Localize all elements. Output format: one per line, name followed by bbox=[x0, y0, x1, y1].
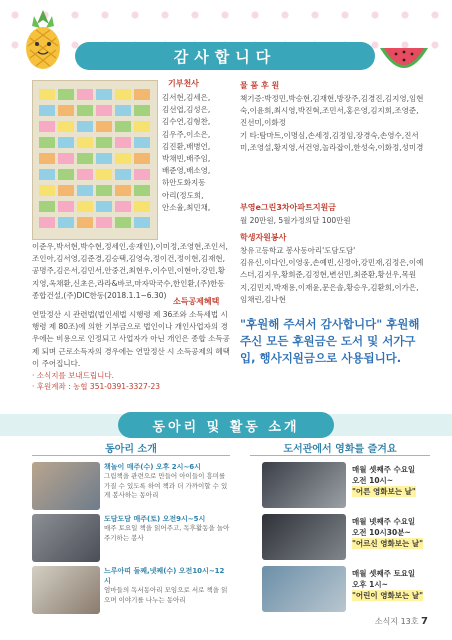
movies-divider bbox=[250, 455, 430, 456]
clubs-heading: 동아리 소개 bbox=[105, 444, 157, 455]
page-number: 7 bbox=[421, 616, 428, 627]
donor-line: 박채빈,배주임, bbox=[162, 154, 211, 164]
newsletter-notice: · 소식지를 보내드립니다. bbox=[32, 371, 114, 380]
movie-schedule: 매월 넷째주 수요일 bbox=[352, 517, 416, 526]
page-title: 감사합니다 bbox=[75, 42, 375, 70]
club-section-title: 동아리 및 활동 소개 bbox=[118, 412, 334, 438]
club-name: 느루아띠 둘째,넷째(수) 오전10시~12시 bbox=[104, 567, 225, 585]
donor-line: 아리(정도희, bbox=[162, 190, 204, 200]
club-desc: 엄마들의 독서동아리 모임으로 서로 책을 읽으며 이야기를 나누는 동아리 bbox=[104, 586, 228, 604]
donor-line: 김서현,김세은, bbox=[162, 93, 211, 102]
donor-line: 김진환,배병언, bbox=[162, 141, 211, 151]
movie-schedule: 매월 셋째주 수요일 bbox=[352, 465, 416, 474]
club-photo bbox=[32, 566, 100, 614]
club-info bbox=[104, 514, 230, 543]
club-photo bbox=[32, 514, 100, 562]
movie-schedule: 매월 셋째주 토요일 bbox=[352, 569, 416, 578]
donors-heading: 기부천사 bbox=[168, 79, 199, 88]
club-name: 도담도담 매주(토) 오전9시~5시 bbox=[104, 515, 206, 523]
donor-line: 김수연,김형찬, bbox=[162, 117, 211, 127]
movie-title: "어린이 영화보는 날" bbox=[352, 591, 423, 600]
notice-block bbox=[32, 370, 230, 392]
movie-info bbox=[352, 516, 432, 549]
donor-line: 김선엽,김성은, bbox=[162, 105, 211, 115]
club-name: 책놀이 매주(수) 오후 2시~6시 bbox=[104, 463, 201, 471]
movie-item bbox=[262, 566, 432, 612]
header-banner bbox=[0, 0, 452, 80]
pineapple-icon bbox=[18, 6, 68, 72]
goods-heading: 물 품 후 원 bbox=[240, 81, 280, 90]
club-item bbox=[32, 514, 230, 562]
movie-title: "어르신 영화보는 날" bbox=[352, 539, 423, 548]
volunteer-section bbox=[240, 232, 425, 306]
movie-item bbox=[262, 462, 432, 508]
tax-heading: 소득공제혜택 bbox=[173, 297, 220, 306]
club-info bbox=[104, 462, 230, 501]
thank-you-quote: "후원해 주셔서 감사합니다" 후원해 주신 모든 후원금은 도서 및 서가구입, 행사지원금으로 사용됩니다. bbox=[240, 317, 420, 365]
apartment-heading: 부영e그린3차아파트지원금 bbox=[240, 203, 336, 212]
volunteer-heading: 학생자원봉사 bbox=[240, 233, 287, 242]
movie-photo bbox=[262, 462, 346, 508]
page-footer bbox=[375, 616, 428, 627]
volunteer-club: 창유고등학교 봉사동아리'도담도담' bbox=[240, 246, 356, 255]
volunteer-names: 김유신,이다인,이영웅,손예빈,신정아,강민재,김정은,이예스더,김지우,황희준,김정현,변선민,최준환,황선우,목원지,김민지,박재용,이재윤,문은솔,황승우,김환희,이가은,임채린,김나현 bbox=[240, 258, 424, 304]
donors-list-narrow bbox=[162, 92, 230, 214]
donors-section bbox=[162, 78, 230, 214]
sticky-notes-illustration bbox=[33, 81, 158, 240]
apartment-section bbox=[240, 202, 425, 227]
donors-list-wide: 이준우,박서현,박수현,정세인,송재인),이미정,조영현,조인서,조인아,김서영,김준경,김승택,김영숙,정이건,정이현,김재현,공명주,김은서,김민서,안중건,최현우,이수민,이현아,강민,황지영,옥채환,신초은,라라&바코,마자막국수,한인환,(주)한동종합건설,(주)DIC한동(2018.1.1~6.30) bbox=[32, 242, 228, 300]
club-info bbox=[104, 566, 230, 605]
account-notice: · 후원계좌 : 농협 351-0391-3327-23 bbox=[32, 382, 161, 391]
clubs-divider bbox=[32, 455, 230, 456]
movie-time: 오후 1시~ bbox=[352, 580, 388, 589]
movie-photo bbox=[262, 566, 346, 612]
movie-time: 오전 10시30분~ bbox=[352, 528, 411, 537]
donor-line: 안소율,최민채, bbox=[162, 202, 211, 212]
movie-info bbox=[352, 464, 432, 497]
club-item bbox=[32, 462, 230, 510]
club-item bbox=[32, 566, 230, 614]
goods-section bbox=[240, 80, 425, 154]
club-desc: 그림책을 관련으로 만들어 아이들이 흥미를 가질 수 있도록 하여 책과 더 가까이할 수 있게 봉사하는 동아리 bbox=[104, 472, 228, 499]
apartment-support: 월 20만원, 5월가정의달 100만원 bbox=[240, 216, 351, 225]
donor-line: 배준영,배소영, bbox=[162, 166, 211, 176]
other-donors: 기 타:탐마트,이명심,손세정,김정임,장경숙,손영수,진서미,조영설,황지영,서건영,놀라잡이,한성숙,이화정,성미경 bbox=[240, 130, 424, 152]
movie-photo bbox=[262, 514, 346, 560]
club-desc: 매주 토요일 책을 읽어주고, 독후활동을 놀아주기하는 봉사 bbox=[104, 524, 230, 542]
donor-line: 하안도화지동 bbox=[162, 178, 206, 188]
movies-heading: 도서관에서 영화를 즐겨요 bbox=[283, 444, 397, 455]
movie-info bbox=[352, 568, 432, 601]
movie-title: "어른 영화보는 날" bbox=[352, 487, 416, 496]
club-section-banner bbox=[0, 406, 452, 436]
donor-line: 김우주,이소은, bbox=[162, 129, 211, 139]
newsletter-issue: 소식지 13호 bbox=[374, 617, 419, 626]
book-donors: 책기증:박정민,박승현,김재현,방장주,김경진,김지영,임현숙,이윤희,최시영,박진혁,조민서,홍은영,김지희,조영준,진선미,이화정 bbox=[240, 94, 424, 128]
movie-time: 오전 10시~ bbox=[352, 476, 394, 485]
donor-board-photo bbox=[32, 80, 158, 240]
tax-text: 연말정산 시 관련법(법인세법 시행령 제 36조와 소득세법 시행령 제 80조)에 의한 기부금으로 법인이나 개인사업자의 경우에는 비용으로 인정되고 사업자가 아닌 개인은 종합 소득공제 되며 근로소득자의 경우에는 연말정산 시 소득공제의 혜택이 주어집니다. bbox=[32, 310, 230, 368]
movie-item bbox=[262, 514, 432, 560]
club-photo bbox=[32, 462, 100, 510]
watermelon-icon bbox=[378, 44, 430, 78]
